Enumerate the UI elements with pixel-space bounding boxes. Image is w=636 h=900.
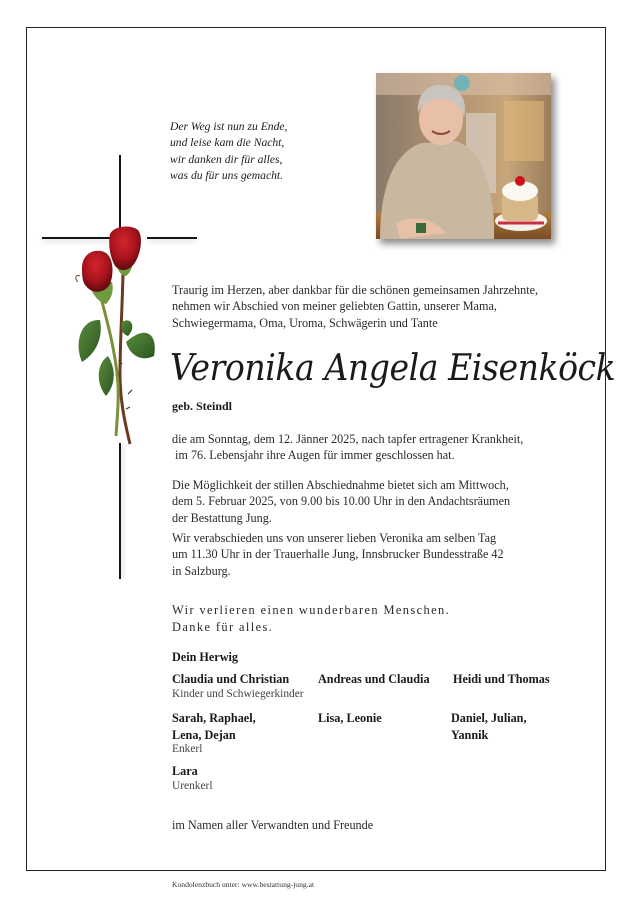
cross-vertical-bottom bbox=[119, 443, 121, 579]
grandchildren-line: Sarah, Raphael, bbox=[172, 711, 256, 725]
children-role: Kinder und Schwiegerkinder bbox=[172, 688, 304, 700]
farewell-paragraph bbox=[172, 530, 504, 579]
intro-line: Schwiegermama, Oma, Uroma, Schwägerin und Tante bbox=[172, 315, 438, 330]
closing-text bbox=[172, 602, 450, 636]
paragraph-line: dem 5. Februar 2025, von 9.00 bis 10.00 Uhr in den Andachtsräumen bbox=[172, 494, 511, 509]
paragraph-line: Die Möglichkeit der stillen Abschiednahme bietet sich am Mittwoch, bbox=[172, 478, 509, 492]
viewing-paragraph bbox=[172, 477, 510, 526]
paragraph-line: Wir verabschieden uns von unserer lieben Veronika am selben Tag bbox=[172, 531, 497, 545]
poem-line: wir danken dir für alles, bbox=[170, 152, 283, 166]
poem bbox=[170, 119, 287, 184]
spouse-name: Dein Herwig bbox=[172, 650, 239, 664]
rose-bud bbox=[82, 251, 112, 292]
children-names: Claudia und Christian bbox=[172, 672, 290, 686]
roses-image bbox=[70, 224, 160, 446]
rose-stem bbox=[120, 274, 130, 444]
grandchildren-line: Daniel, Julian, bbox=[451, 711, 527, 725]
poem-line: und leise kam die Nacht, bbox=[170, 136, 285, 150]
children-names: Andreas und Claudia bbox=[318, 672, 430, 686]
grandchildren-names bbox=[451, 710, 527, 743]
paragraph-line: in Salzburg. bbox=[172, 563, 231, 578]
paragraph-line: die am Sonntag, dem 12. Jänner 2025, nach tapfer ertragener Krankheit, bbox=[172, 432, 524, 446]
paragraph-line: der Bestattung Jung. bbox=[172, 510, 272, 525]
grandchildren-names bbox=[172, 710, 256, 743]
paragraph-line: im 76. Lebensjahr ihre Augen für immer geschlossen hat. bbox=[172, 448, 455, 463]
children-names: Heidi und Thomas bbox=[453, 672, 550, 686]
rose-bud bbox=[109, 227, 141, 270]
condolence-link[interactable]: Kondolenzbuch unter: www.bestattung-jung.at bbox=[172, 880, 315, 889]
rose-leaf bbox=[99, 356, 114, 396]
grandchildren-role: Enkerl bbox=[172, 743, 203, 755]
intro-line: Traurig im Herzen, aber dankbar für die schönen gemeinsamen Jahrzehnte, bbox=[172, 283, 539, 297]
closing-line: Wir verlieren einen wunderbaren Menschen. bbox=[172, 603, 451, 617]
portrait-photo-icon bbox=[376, 73, 551, 239]
grandchildren-line: Yannik bbox=[451, 727, 489, 742]
deceased-name: Veronika Angela Eisenköck bbox=[170, 348, 616, 389]
rose-leaf bbox=[126, 333, 155, 359]
relatives-note: im Namen aller Verwandten und Freunde bbox=[172, 818, 374, 832]
rose-leaf bbox=[79, 320, 101, 362]
portrait-photo bbox=[376, 73, 551, 239]
poem-line: Der Weg ist nun zu Ende, bbox=[170, 120, 288, 133]
intro-line: nehmen wir Abschied von meiner geliebten Gattin, unserer Mama, bbox=[172, 299, 497, 314]
paragraph-line: um 11.30 Uhr in der Trauerhalle Jung, Innsbrucker Bundesstraße 42 bbox=[172, 547, 504, 562]
great-grandchildren-names: Lara bbox=[172, 764, 198, 778]
great-grandchildren-role: Urenkerl bbox=[172, 780, 213, 792]
rose-leaf bbox=[121, 320, 132, 336]
closing-line: Danke für alles. bbox=[172, 620, 274, 634]
intro-text bbox=[172, 282, 538, 331]
poem-line: was du für uns gemacht. bbox=[170, 168, 284, 182]
grandchildren-line: Lisa, Leonie bbox=[318, 711, 382, 725]
grandchildren-names bbox=[318, 710, 382, 727]
death-paragraph bbox=[172, 431, 523, 464]
birth-name: geb. Steindl bbox=[172, 399, 233, 413]
grandchildren-line: Lena, Dejan bbox=[172, 727, 236, 742]
